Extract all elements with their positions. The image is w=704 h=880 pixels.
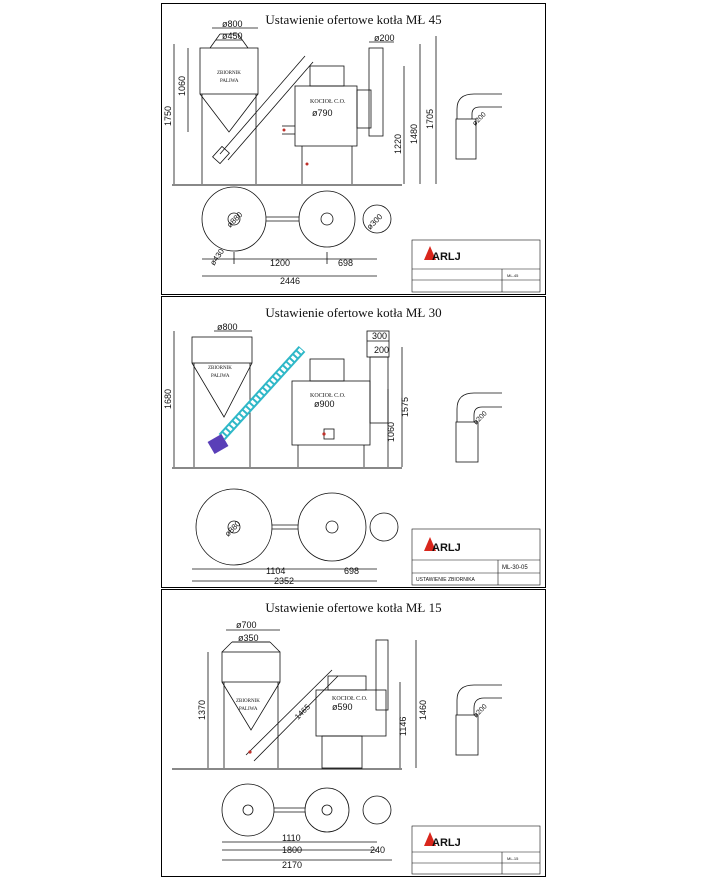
fuel-tank-body xyxy=(192,337,252,363)
boiler-label: KOCIOŁ C.O. xyxy=(310,393,346,399)
plan-boiler-circle xyxy=(298,493,366,561)
technical-drawing xyxy=(162,297,547,589)
dim-plan-698: 698 xyxy=(338,258,354,268)
dim-tank-top: ø700 xyxy=(236,620,257,630)
dim-tank-h2: 1750 xyxy=(163,105,173,126)
dim-chimney: ø200 xyxy=(374,33,395,43)
dim-elbow: ø200 xyxy=(471,111,488,128)
dim-plan-d2: ø430 xyxy=(208,247,227,268)
dim-tank-top: ø800 xyxy=(222,19,243,29)
dim-1575: 1575 xyxy=(400,396,410,417)
drawing-code: ML-45 xyxy=(507,273,519,278)
boiler-body xyxy=(292,381,370,445)
dim-tank-h1: 1060 xyxy=(177,75,187,96)
tank-label-2: PALIWA xyxy=(211,374,230,379)
dim-tank-inner: ø350 xyxy=(238,633,259,643)
drawing-code: ML-30-05 xyxy=(502,565,528,571)
dim-elbow: ø200 xyxy=(472,410,489,427)
fuel-tank-body xyxy=(222,652,280,682)
dim-chimney-a: 300 xyxy=(372,331,388,341)
sheet-title: Ustawienie ofertowe kotła MŁ 30 xyxy=(265,305,442,320)
brand-logo: ARLJ xyxy=(432,542,461,554)
dim-1480: 1480 xyxy=(409,123,419,144)
dim-plan-1110: 1110 xyxy=(282,833,301,843)
title-block xyxy=(412,826,540,874)
dim-chimney-b: 200 xyxy=(374,345,390,355)
dim-1705: 1705 xyxy=(425,108,435,129)
dim-plan-total: 2352 xyxy=(274,576,295,586)
fuel-tank-hopper xyxy=(200,94,258,132)
fuel-tank-hopper xyxy=(222,682,280,730)
tank-label-2: PALIWA xyxy=(239,707,258,712)
dim-1220: 1220 xyxy=(393,133,403,154)
brand-logo: ARLJ xyxy=(432,251,461,263)
dim-plan-d1: ø880 xyxy=(225,210,245,230)
drawing-sheet-ml30 xyxy=(161,296,546,588)
tank-label-1: ZBIORNIK xyxy=(208,366,232,371)
drawing-sheet-ml15 xyxy=(161,589,546,877)
sheet-title: Ustawienie ofertowe kotła MŁ 45 xyxy=(265,12,442,27)
technical-drawing xyxy=(162,4,547,296)
dim-tank-h: 1370 xyxy=(197,699,207,720)
technical-drawing xyxy=(162,590,547,878)
dim-plan-1104: 1104 xyxy=(266,566,286,576)
dim-plan-698: 698 xyxy=(344,566,360,576)
auger-conveyor xyxy=(222,349,302,437)
dim-boiler: ø900 xyxy=(314,399,335,409)
dim-boiler: ø590 xyxy=(332,702,353,712)
dim-plan-total: 2446 xyxy=(280,276,301,286)
plan-tank-circle xyxy=(222,784,274,836)
brand-logo: ARLJ xyxy=(432,837,461,849)
title-block xyxy=(412,240,540,292)
drawing-sheet-ml45 xyxy=(161,3,546,295)
tank-label-1: ZBIORNIK xyxy=(217,71,241,76)
dim-boiler: ø790 xyxy=(312,108,333,118)
chimney xyxy=(370,357,388,423)
dim-plan-d3: ø300 xyxy=(365,212,385,232)
plan-boiler-circle xyxy=(299,191,355,247)
dim-plan-total: 2170 xyxy=(282,860,303,870)
dim-plan-1800: 1800 xyxy=(282,845,303,855)
dim-1460: 1460 xyxy=(418,699,428,720)
dim-tank-h: 1680 xyxy=(163,388,173,409)
tank-label-1: ZBIORNIK xyxy=(236,699,260,704)
drawing-code: ML-15 xyxy=(507,856,519,861)
boiler-label: KOCIOŁ C.O. xyxy=(332,696,368,702)
plan-boiler-circle xyxy=(305,788,349,832)
dim-1146: 1146 xyxy=(398,716,408,736)
dim-plan-1200: 1200 xyxy=(270,258,291,268)
dim-1060: 1060 xyxy=(386,421,396,442)
dim-plan-d1: ø880 xyxy=(223,519,243,539)
dim-tank-top: ø800 xyxy=(217,322,238,332)
boiler-label: KOCIOŁ C.O. xyxy=(310,99,346,105)
dim-elbow: ø200 xyxy=(472,703,489,720)
dim-auger: 1465 xyxy=(293,702,312,722)
sheet-title: Ustawienie ofertowe kotła MŁ 15 xyxy=(265,600,442,615)
dim-plan-240: 240 xyxy=(370,845,386,855)
dim-tank-inner: ø450 xyxy=(222,31,243,41)
tank-label-2: PALIWA xyxy=(220,79,239,84)
drawing-footer: USTAWIENIE ZBIORNIKA xyxy=(416,577,475,583)
